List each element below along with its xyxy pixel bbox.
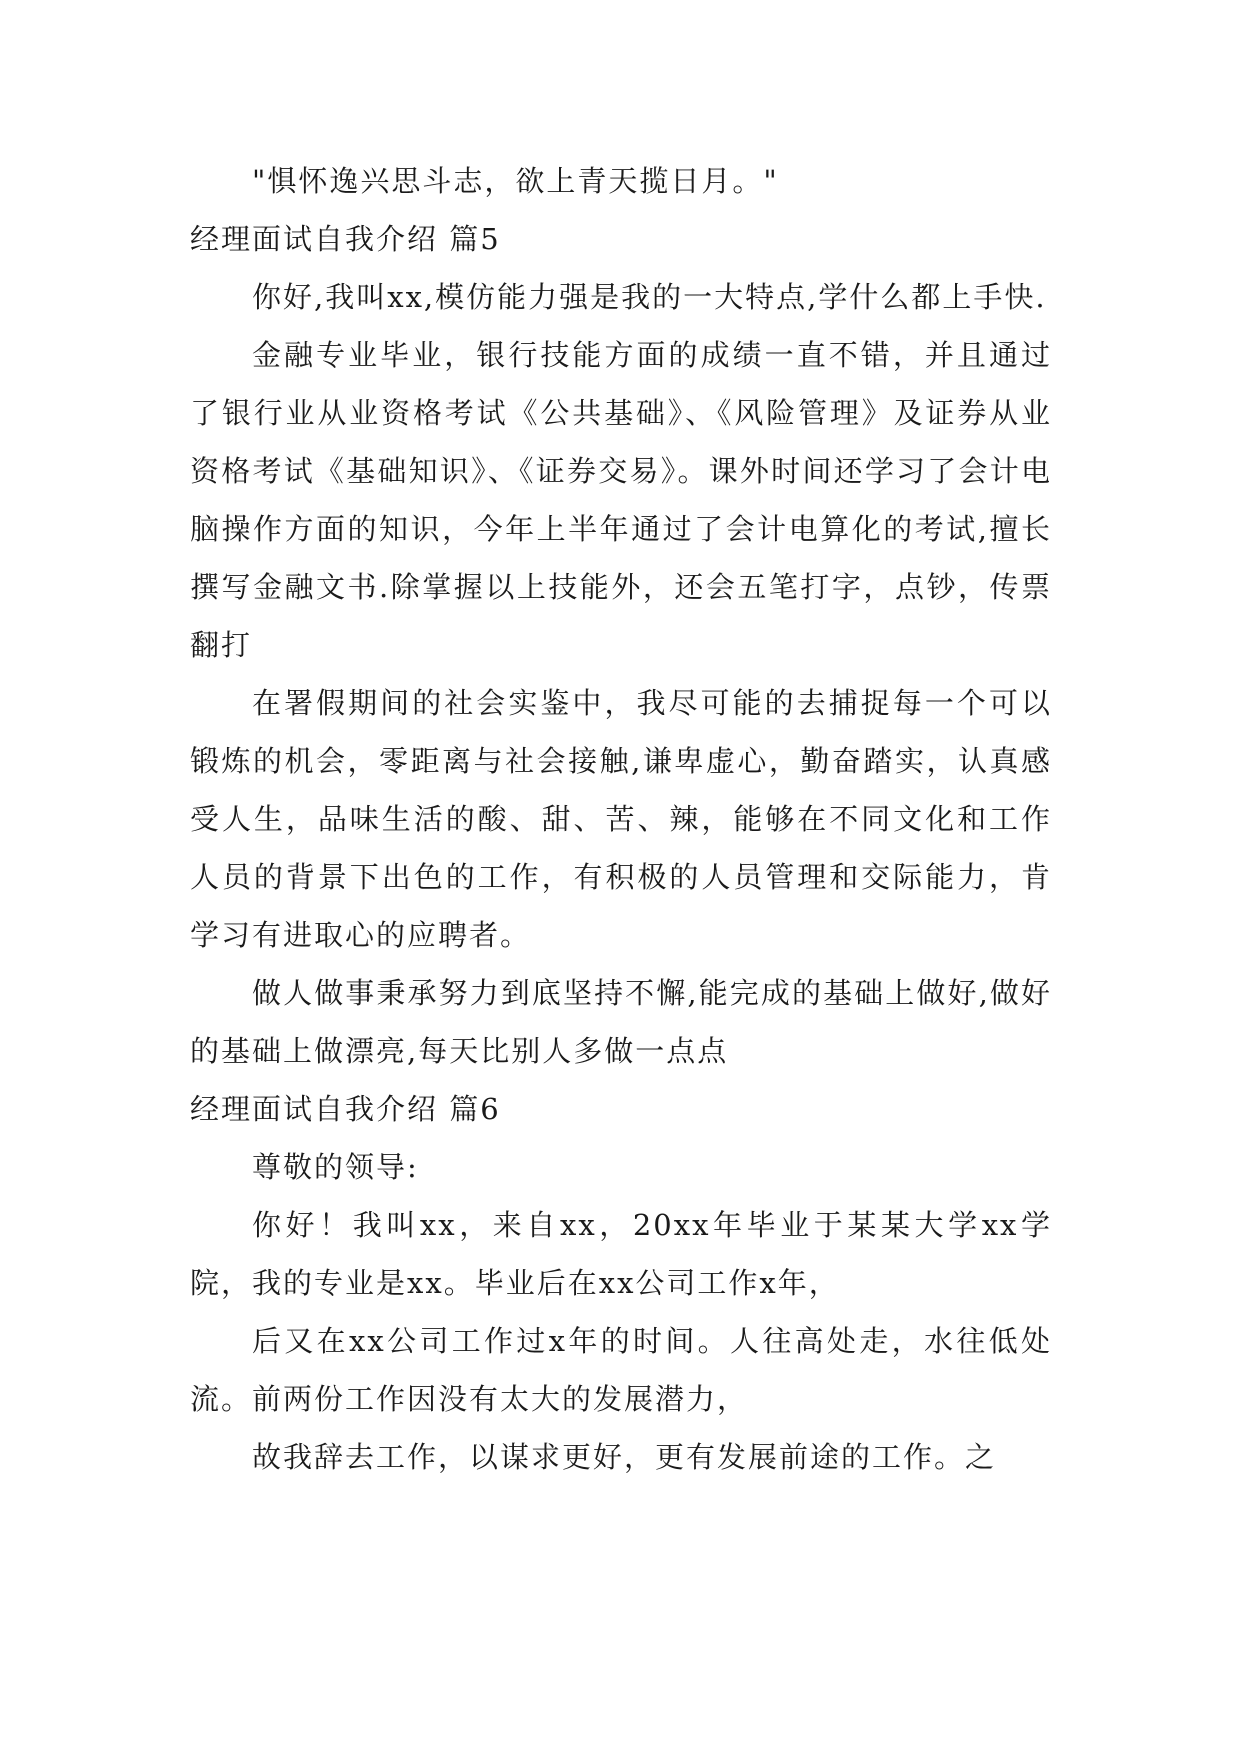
quote-line: "惧怀逸兴思斗志，欲上青天揽日月。"	[252, 164, 779, 198]
paragraph-experience: 后又在xx公司工作过x年的时间。人往高处走，水往低处流。前两份工作因没有太大的发展潜力，	[190, 1324, 1052, 1416]
paragraph-intro: 你好,我叫xx,模仿能力强是我的一大特点,学什么都上手快.	[252, 280, 1047, 314]
paragraph-salutation: 尊敬的领导:	[252, 1150, 419, 1184]
section-heading-5: 经理面试自我介绍 篇5	[190, 222, 501, 256]
paragraph-greeting: 你好！我叫xx，来自xx，20xx年毕业于某某大学xx学院，我的专业是xx。毕业后在xx公司工作x年，	[190, 1208, 1052, 1300]
paragraph-practice: 在署假期间的社会实鉴中，我尽可能的去捕捉每一个可以锻炼的机会，零距离与社会接触,谦卑虚心，勤奋踏实，认真感受人生，品味生活的酸、甜、苦、辣，能够在不同文化和工作人员的背景下出色的工作，有积极的人员管理和交际能力，肯学习有进取心的应聘者。	[190, 686, 1052, 952]
document-body	[190, 152, 1052, 1486]
section-heading-6: 经理面试自我介绍 篇6	[190, 1092, 501, 1126]
paragraph-skills: 金融专业毕业，银行技能方面的成绩一直不错，并且通过了银行业从业资格考试《公共基础》、《风险管理》及证券从业资格考试《基础知识》、《证券交易》。课外时间还学习了会计电脑操作方面的知识，今年上半年通过了会计电算化的考试,擅长撰写金融文书.除掌握以上技能外，还会五笔打字，点钞，传票翻打	[190, 338, 1052, 662]
paragraph-motto: 做人做事秉承努力到底坚持不懈,能完成的基础上做好,做好的基础上做漂亮,每天比别人多做一点点	[190, 976, 1052, 1068]
paragraph-resign: 故我辞去工作，以谋求更好，更有发展前途的工作。之	[252, 1440, 997, 1474]
